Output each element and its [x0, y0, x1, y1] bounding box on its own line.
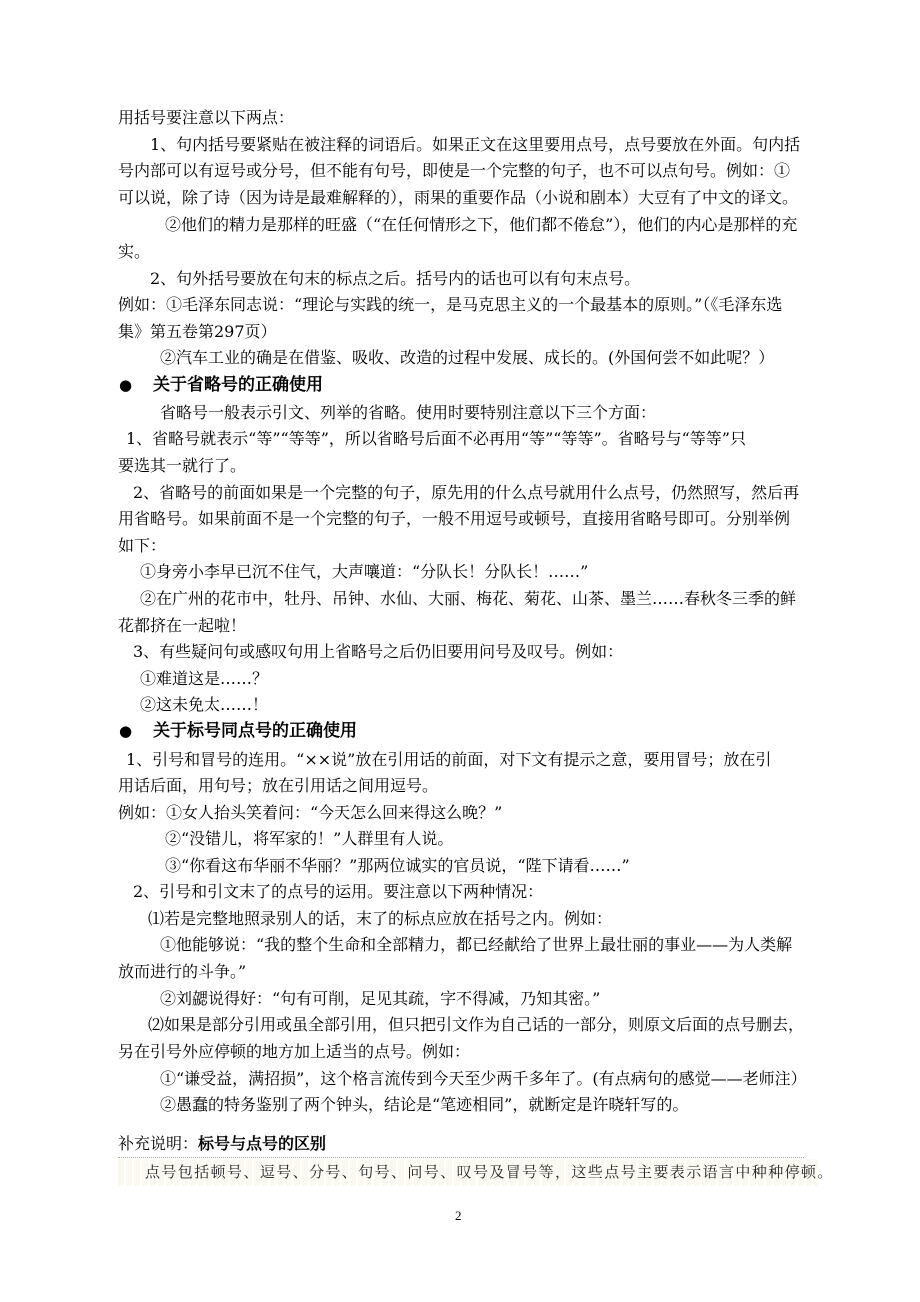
text-line: 1、引号和冒号的连用。“××说”放在引用话的前面，对下文有提示之意，要用冒号；放在引: [126, 750, 772, 769]
text-line: 集》第五卷第297页）: [118, 322, 277, 341]
text-line: 实。: [118, 242, 151, 261]
text-line: ①他能够说：“我的整个生命和全部精力，都已经献给了世界上最壮丽的事业——为人类解: [160, 935, 793, 954]
text-line: 放而进行的斗争。”: [118, 962, 247, 981]
supplement-divider: [118, 1157, 804, 1158]
text-line: ①难道这是……？: [140, 669, 269, 688]
text-line: ②汽车工业的确是在借鉴、吸收、改造的过程中发展、成长的。(外国何尝不如此呢？）: [160, 348, 775, 367]
section-heading: [119, 374, 323, 396]
text-line: 例如：①女人抬头笑着问：“今天怎么回来得这么晚？”: [118, 803, 503, 822]
text-line: 另在引号外应停顿的地方加上适当的点号。例如：: [118, 1042, 471, 1061]
text-line: 要选其一就行了。: [118, 456, 247, 475]
text-line: ②愚蠢的特务鉴别了两个钟头，结论是“笔迹相同”，就断定是许晓轩写的。: [160, 1095, 689, 1114]
text-line: ②他们的精力是那样的旺盛（“在任何情形之下，他们都不倦怠”），他们的内心是那样的充: [165, 215, 798, 234]
text-line: ⑴若是完整地照录别人的话，末了的标点应放在括号之内。例如：: [148, 909, 613, 928]
text-line: 用括号要注意以下两点：: [118, 108, 295, 127]
text-line: ②这未免太……！: [140, 695, 269, 714]
heading-text: 关于标号同点号的正确使用: [153, 721, 357, 741]
page-number: 2: [455, 1208, 462, 1223]
text-line: 号内部可以有逗号或分号，但不能有句号，即使是一个完整的句子，也不可以点句号。例如：①: [118, 161, 791, 180]
supplement-title: 标号与点号的区别: [198, 1134, 327, 1153]
text-line: ①身旁小李早已沉不住气，大声嚷道：“分队长！分队长！……”: [140, 562, 589, 581]
text-line: 2、引号和引文末了的点号的运用。要注意以下两种情况：: [133, 882, 544, 901]
supplement-label: 补充说明：: [118, 1134, 199, 1153]
text-line: 1、句内括号要紧贴在被注释的词语后。如果正文在这里要用点号，点号要放在外面。句内括: [150, 135, 801, 154]
text-line: ⑵如果是部分引用或虽全部引用，但只把引文作为自己话的一部分，则原文后面的点号删去，: [148, 1015, 805, 1034]
text-line: 花都挤在一起啦！: [118, 616, 247, 635]
text-line: ②“没错儿，将军家的！”人群里有人说。: [165, 829, 454, 848]
text-line: 省略号一般表示引文、列举的省略。使用时要特别注意以下三个方面：: [160, 403, 657, 422]
text-line: 3、有些疑问句或感叹句用上省略号之后仍旧要用问号及叹号。例如：: [133, 642, 624, 661]
text-line: 用话后面，用句号；放在引用话之间用逗号。: [118, 776, 439, 795]
text-line: ①“谦受益，满招损”，这个格言流传到今天至少两千多年了。(有点病句的感觉——老师注）: [160, 1069, 807, 1088]
text-line: 用省略号。如果前面不是一个完整的句子，一般不用逗号或顿号，直接用省略号即可。分别举例: [118, 509, 791, 528]
text-line: 2、句外括号要放在句末的标点之后。括号内的话也可以有句末点号。: [150, 269, 641, 288]
bullet-icon: ●: [119, 722, 133, 740]
bullet-icon: ●: [119, 376, 133, 394]
text-line: 如下：: [118, 536, 167, 555]
text-line: ②刘勰说得好：“句有可削，足见其疏，字不得减，乃知其密。”: [160, 989, 601, 1008]
text-line: ③“你看这布华丽不华丽？”那两位诚实的官员说，“陛下请看……”: [165, 856, 630, 875]
supplement-heading: [118, 1133, 326, 1155]
section-heading: [119, 720, 357, 742]
text-line: 1、省略号就表示“等”“等等”，所以省略号后面不必再用“等”“等等”。省略号与“等等”只: [126, 429, 746, 448]
supplement-body: 点号包括顿号、逗号、分号、句号、问号、叹号及冒号等，这些点号主要表示语言中种种停顿。: [145, 1163, 834, 1181]
text-line: 可以说，除了诗（因为诗是最难解释的），雨果的重要作品（小说和剧本）大豆有了中文的译文。: [118, 188, 799, 207]
text-line: 2、省略号的前面如果是一个完整的句子，原先用的什么点号就用什么点号，仍然照写，然后再: [133, 483, 800, 502]
heading-text: 关于省略号的正确使用: [153, 375, 323, 395]
text-line: 例如：①毛泽东同志说：“理论与实践的统一，是马克思主义的一个最基本的原则。”（《毛泽东选: [118, 295, 783, 314]
text-line: ②在广州的花市中，牡丹、吊钟、水仙、大丽、梅花、菊花、山茶、墨兰……春秋冬三季的鲜: [140, 589, 797, 608]
